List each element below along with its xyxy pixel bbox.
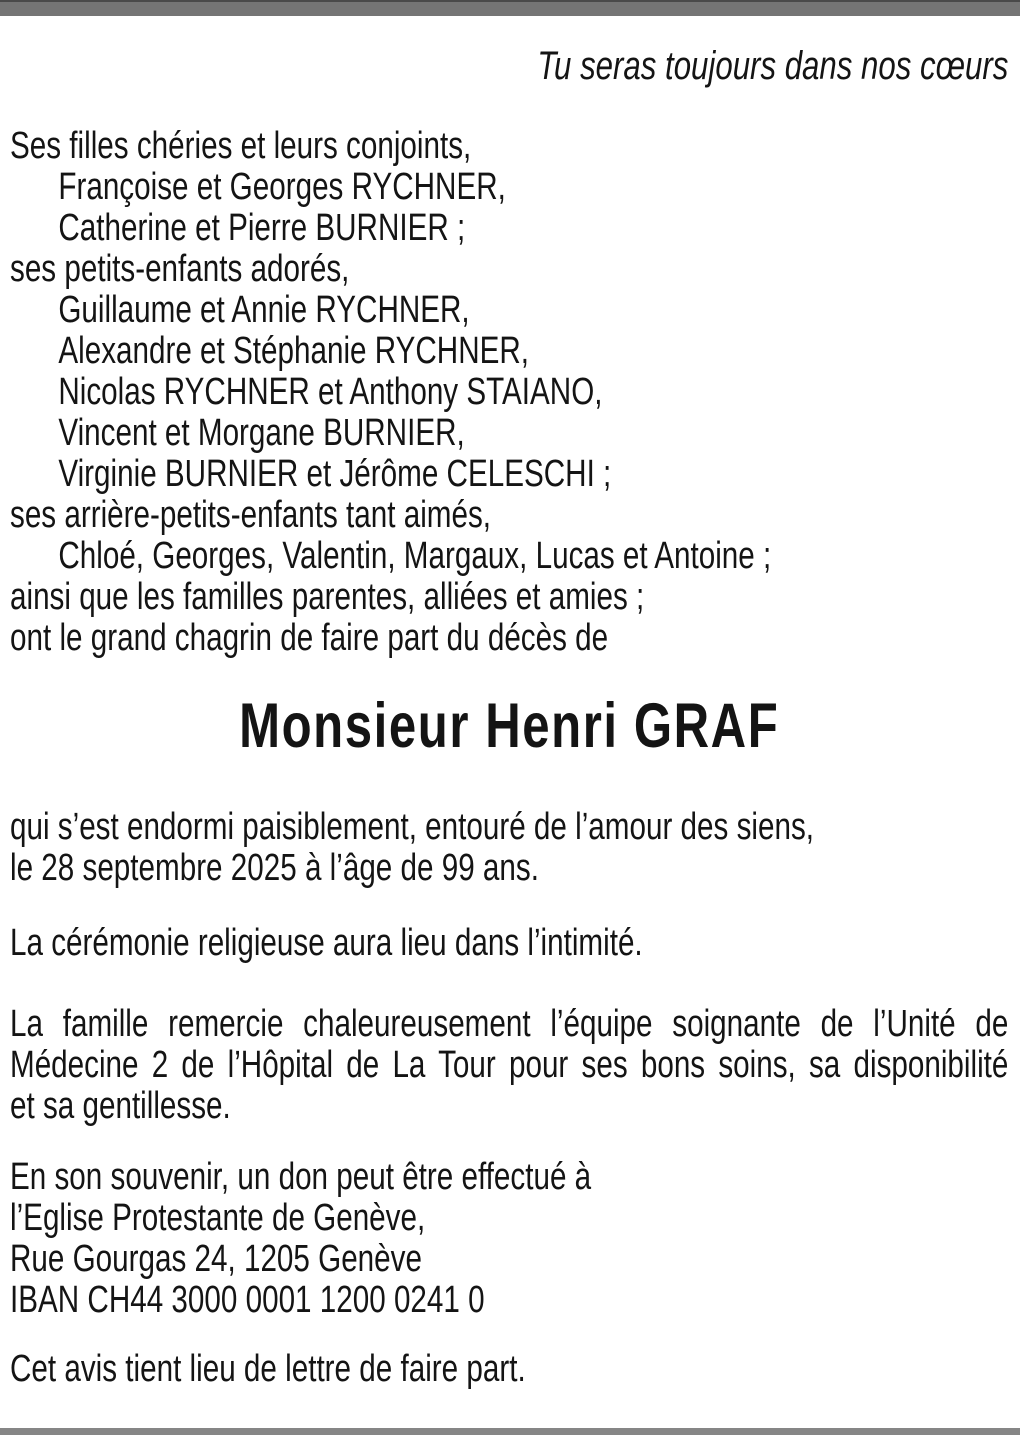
family-member-line: Vincent et Morgane BURNIER,: [58, 412, 465, 454]
memorial-quote: Tu seras toujours dans nos cœurs: [537, 44, 1009, 88]
ceremony-paragraph: La cérémonie religieuse aura lieu dans l’intimité.: [10, 922, 643, 964]
family-member-line: Françoise et Georges RYCHNER,: [58, 166, 506, 208]
closing-statement: Cet avis tient lieu de lettre de faire part.: [10, 1348, 526, 1390]
family-member-line: Virginie BURNIER et Jérôme CELESCHI ;: [58, 453, 612, 495]
thanks-paragraph: [10, 1004, 1008, 1127]
donation-line: l’Eglise Protestante de Genève,: [10, 1197, 426, 1239]
death-notice-line: qui s’est endormi paisiblement, entouré de l’amour des siens,: [10, 806, 815, 848]
donation-iban: IBAN CH44 3000 0001 1200 0241 0: [10, 1279, 485, 1321]
thanks-line: Médecine 2 de l’Hôpital de La Tour pour ses bons soins, sa disponibilité: [10, 1044, 1009, 1086]
thanks-line: et sa gentillesse.: [10, 1085, 231, 1127]
family-line: ont le grand chagrin de faire part du décès de: [10, 617, 609, 659]
bottom-border-bar: [0, 1428, 1020, 1435]
family-member-line: Chloé, Georges, Valentin, Margaux, Lucas et Antoine ;: [58, 535, 772, 577]
obituary-page: [10, 0, 1008, 1390]
family-member-line: Alexandre et Stéphanie RYCHNER,: [58, 330, 530, 372]
death-notice-paragraph: [10, 807, 1008, 889]
family-member-line: Guillaume et Annie RYCHNER,: [58, 289, 470, 331]
family-member-line: Catherine et Pierre BURNIER ;: [58, 207, 466, 249]
family-member-line: Nicolas RYCHNER et Anthony STAIANO,: [58, 371, 603, 413]
donation-line: En son souvenir, un don peut être effectué à: [10, 1156, 592, 1198]
deceased-name: Monsieur Henri GRAF: [239, 691, 780, 761]
family-line: ses arrière-petits-enfants tant aimés,: [10, 494, 492, 536]
family-line: ses petits-enfants adorés,: [10, 248, 350, 290]
thanks-line: La famille remercie chaleureusement l’équipe soignante de l’Unité de: [10, 1003, 1009, 1045]
family-line: Ses filles chéries et leurs conjoints,: [10, 125, 472, 167]
donation-address: Rue Gourgas 24, 1205 Genève: [10, 1238, 422, 1280]
death-notice-line: le 28 septembre 2025 à l’âge de 99 ans.: [10, 847, 539, 889]
family-announcement-list: [10, 126, 1008, 659]
family-line: ainsi que les familles parentes, alliées et amies ;: [10, 576, 645, 618]
donation-paragraph: [10, 1157, 1008, 1321]
